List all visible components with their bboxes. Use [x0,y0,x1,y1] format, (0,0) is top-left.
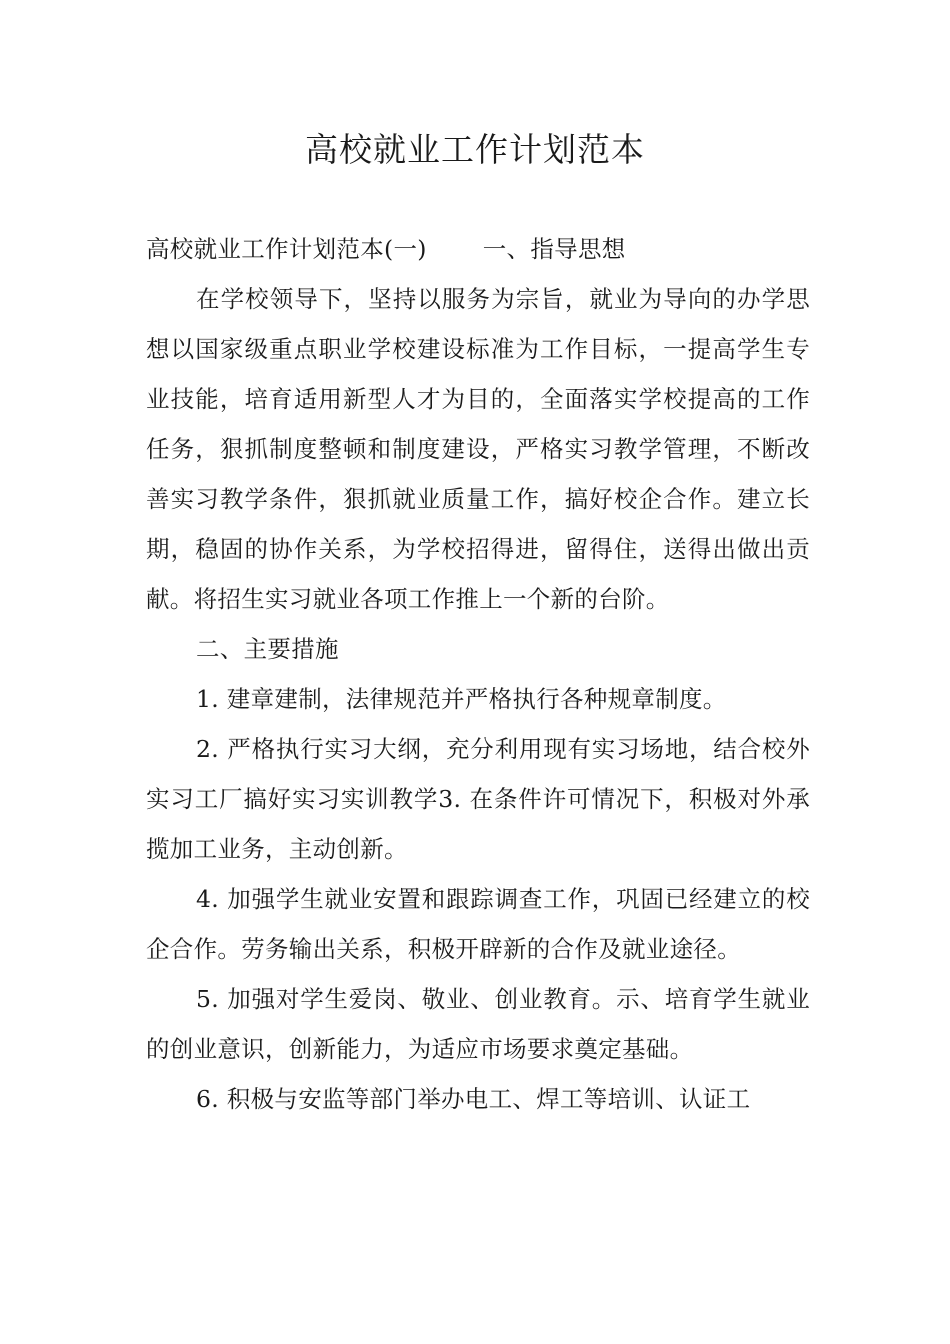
measure-item-6: 6. 积极与安监等部门举办电工、焊工等培训、认证工 [196,1085,751,1113]
section1-heading: 一、指导思想 [482,235,626,263]
measure-item-2: 2. 严格执行实习大纲，充分利用现有实习场地，结合校外实习工厂搞好实习实训教学3. 在条件许可情况下，积极对外承揽加工业务，主动创新。 [146,735,810,863]
measure-item-1: 1. 建章建制，法律规范并严格执行各种规章制度。 [196,685,727,713]
document-subtitle: 高校就业工作计划范本(一) [146,235,427,263]
section2-heading: 二、主要措施 [196,635,339,663]
document-title: 高校就业工作计划范本 [305,130,645,169]
subtitle-line [146,224,810,274]
section1-paragraph: 在学校领导下，坚持以服务为宗旨，就业为导向的办学思想以国家级重点职业学校建设标准为工作目标，一提高学生专业技能，培育适用新型人才为目的，全面落实学校提高的工作任务，狠抓制度整顿和制度建设，严格实习教学管理，不断改善实习教学条件，狠抓就业质量工作，搞好校企合作。建立长期，稳固的协作关系，为学校招得进，留得住，送得出做出贡献。将招生实习就业各项工作推上一个新的台阶。 [146,285,810,613]
document-body [146,224,810,1124]
measure-item-4: 4. 加强学生就业安置和跟踪调查工作，巩固已经建立的校企合作。劳务输出关系，积极开辟新的合作及就业途径。 [146,885,810,963]
measure-item-5: 5. 加强对学生爱岗、敬业、创业教育。示、培育学生就业的创业意识，创新能力，为适应市场要求奠定基础。 [146,985,810,1063]
